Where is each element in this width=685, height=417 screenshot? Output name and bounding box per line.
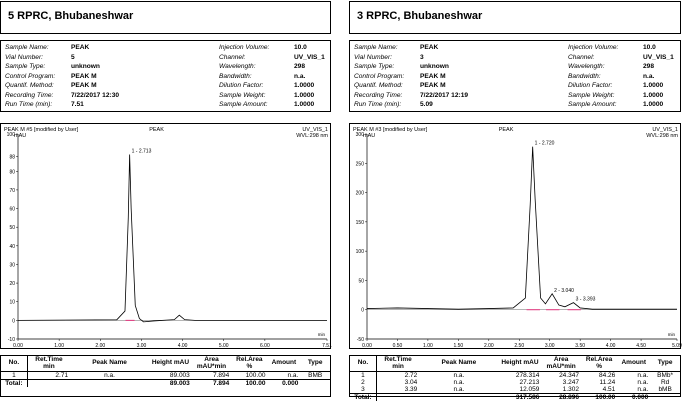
table-total-cell: 317.586: [498, 394, 541, 402]
table-total-cell: Total:: [350, 394, 376, 402]
table-total-cell: 0.000: [617, 394, 650, 402]
table-total-cell: [419, 394, 498, 402]
peak-label: 1 - 2.720: [534, 140, 555, 147]
table-total-cell: 28.896: [541, 394, 581, 402]
table-cell: 2.71: [55, 372, 69, 379]
info-label-right: Sample Amount:: [219, 101, 268, 108]
sample-info: [0, 40, 331, 112]
info-label-left: Recording Time:: [354, 91, 403, 99]
x-axis-label: min: [317, 332, 325, 337]
table-header: Peak Name: [92, 359, 127, 367]
y-tick-label: 300: [355, 132, 364, 138]
info-label-right: Injection Volume:: [568, 44, 619, 51]
x-tick-label: 4.00: [605, 343, 616, 349]
info-value-right: UV_VIS_1: [294, 53, 325, 61]
peak-table: [349, 355, 681, 401]
signal-line: [18, 154, 327, 321]
table-cell: 3.247: [562, 379, 579, 386]
table-cell: 278.314: [515, 372, 540, 379]
info-label-right: Wavelength:: [568, 63, 605, 70]
y-tick-label: 100: [6, 132, 15, 138]
table-cell: BMB: [308, 372, 323, 379]
x-tick-label: 0.50: [392, 343, 403, 349]
signal-line: [367, 147, 677, 309]
table-header: Height mAU: [151, 359, 190, 367]
info-label-right: Bandwidth:: [219, 72, 252, 80]
info-value-left: PEAK: [420, 44, 439, 51]
info-label-right: Sample Weight:: [219, 91, 266, 99]
table-cell: 3: [350, 386, 376, 394]
x-tick-label: 1.00: [423, 343, 433, 349]
table-total-cell: 7.894: [192, 380, 231, 388]
info-value-left: PEAK M: [420, 72, 446, 80]
table-cell: 1: [1, 372, 27, 380]
table-row: [350, 372, 680, 380]
x-tick-label: 2.50: [514, 343, 525, 349]
table-cell: 2: [350, 379, 376, 386]
info-value-right: n.a.: [643, 72, 655, 80]
table-total-row: [350, 394, 680, 402]
x-tick-label: 7.51: [322, 343, 332, 349]
table-cell: n.a.: [287, 372, 299, 379]
title-box: [349, 1, 681, 34]
info-label-left: Run Time (min):: [5, 101, 53, 108]
y-tick-label: 30: [9, 262, 15, 269]
info-value-left: unknown: [420, 63, 449, 70]
info-value-right: 10.0: [294, 44, 307, 51]
y-tick-label: -50: [356, 337, 364, 343]
chart-header-right: UV_VIS_1: [652, 127, 678, 133]
y-axis-label: mAU: [14, 133, 27, 139]
table-total-cell: Total:: [1, 380, 27, 388]
table-cell: 2.72: [404, 372, 418, 379]
info-label-right: Dilution Factor:: [568, 82, 613, 89]
table-cell: BMb*: [657, 372, 674, 379]
info-value-left: 7/22/2017 12:30: [71, 91, 120, 99]
table-cell: 1: [350, 372, 376, 380]
table-cell: 3.39: [404, 386, 418, 393]
y-tick-label: 250: [355, 161, 364, 168]
y-tick-label: 88: [9, 154, 15, 161]
table-total-cell: 100.00: [231, 380, 267, 388]
info-value-left: 7.51: [71, 101, 84, 108]
x-tick-label: 0.00: [13, 343, 23, 349]
y-tick-label: 50: [9, 225, 15, 232]
chart-header-right: UV_VIS_1: [302, 127, 328, 133]
table-header: Peak Name: [441, 359, 477, 367]
peak-label: 2 - 3.040: [554, 287, 574, 294]
table-total-cell: [27, 380, 70, 388]
info-label-left: Quantif. Method:: [5, 82, 54, 89]
table-header: Amount: [271, 359, 297, 367]
x-tick-label: 0.00: [362, 343, 372, 349]
table-cell: n.a.: [637, 372, 649, 379]
info-value-right: UV_VIS_1: [643, 53, 674, 61]
y-tick-label: 10: [9, 299, 15, 306]
x-tick-label: 4.00: [177, 343, 188, 349]
table-row: [1, 372, 330, 380]
table-header: Type: [307, 359, 323, 367]
table-total-cell: 0.000: [267, 380, 300, 388]
x-tick-label: 1.00: [54, 343, 65, 349]
info-label-right: Wavelength:: [219, 63, 256, 70]
table-cell: bMB: [658, 386, 672, 393]
y-tick-label: 50: [358, 278, 364, 285]
y-tick-label: 150: [355, 219, 364, 226]
info-value-right: 1.0000: [643, 101, 664, 108]
info-label-left: Vial Number:: [5, 53, 43, 61]
table-header: Area mAU*min: [196, 356, 227, 370]
y-tick-label: 60: [9, 206, 15, 213]
info-label-left: Control Program:: [5, 72, 56, 80]
table-cell: n.a.: [637, 386, 649, 393]
peak-table: [0, 355, 331, 397]
info-label-right: Bandwidth:: [568, 72, 601, 80]
info-value-right: 1.0000: [294, 82, 315, 89]
info-label-left: Quantif. Method:: [354, 82, 403, 89]
table-header: Ret.Time min: [35, 356, 63, 370]
x-tick-label: 3.00: [544, 343, 555, 349]
table-cell: 89.003: [169, 372, 190, 379]
table-header: No.: [1, 356, 27, 372]
x-tick-label: 3.50: [575, 343, 586, 349]
info-value-right: n.a.: [294, 72, 306, 80]
y-tick-label: 80: [9, 169, 15, 176]
chromatogram: [349, 123, 681, 349]
info-label-left: Run Time (min):: [354, 101, 402, 108]
info-value-left: 7/22/2017 12:19: [420, 91, 469, 99]
table-row: [350, 379, 680, 386]
table-cell: 1.302: [562, 386, 579, 393]
report-title: 3 RPRC, Bhubaneshwar: [357, 10, 483, 22]
table-cell: 4.51: [602, 386, 616, 393]
info-label-right: Sample Weight:: [568, 91, 615, 99]
y-tick-label: 20: [9, 281, 15, 288]
chromatogram: [0, 123, 331, 349]
x-tick-label: 3.00: [136, 343, 147, 349]
table-total-cell: [650, 394, 680, 402]
info-value-right: 1.0000: [643, 91, 664, 99]
table-header: Height mAU: [501, 359, 539, 367]
y-tick-label: 200: [355, 190, 364, 197]
info-value-left: PEAK M: [71, 72, 97, 80]
info-value-right: 10.0: [643, 44, 656, 51]
y-tick-label: 70: [9, 187, 15, 194]
table-header: No.: [350, 356, 376, 372]
table-cell: n.a.: [637, 379, 649, 386]
x-tick-label: 4.50: [636, 343, 646, 349]
chart-header-right2: WVL:298 nm: [296, 133, 328, 139]
info-value-left: 3: [420, 53, 424, 61]
info-label-left: Sample Name:: [5, 44, 49, 51]
info-value-right: 298: [294, 63, 306, 70]
chromatogram-svg: [1, 124, 332, 350]
info-value-left: PEAK: [71, 44, 90, 51]
y-tick-label: 0: [12, 318, 15, 325]
y-tick-label: 0: [361, 307, 364, 314]
info-label-right: Sample Amount:: [568, 101, 617, 108]
peak-label: 3 - 3.393: [575, 296, 596, 303]
x-tick-label: 5.09: [672, 343, 682, 349]
table-total-cell: [70, 380, 149, 388]
table-total-cell: 89.003: [149, 380, 192, 388]
chart-header-left: PEAK M #5 [modified by User]: [4, 127, 79, 133]
report-title: 5 RPRC, Bhubaneshwar: [8, 10, 134, 22]
info-value-left: PEAK M: [71, 82, 97, 89]
table-header: Rel.Area %: [585, 356, 613, 370]
table-cell: 7.894: [212, 372, 230, 379]
table-cell: n.a.: [104, 372, 115, 379]
chart-header-right2: WVL:298 nm: [646, 133, 678, 139]
table-cell: n.a.: [453, 372, 465, 379]
y-tick-label: -10: [7, 337, 15, 343]
table-cell: n.a.: [453, 379, 465, 386]
info-label-left: Vial Number:: [354, 53, 392, 61]
x-axis-label: min: [667, 332, 675, 337]
table-cell: 100.00: [245, 372, 266, 379]
info-value-right: 1.0000: [294, 91, 315, 99]
table-total-cell: [376, 394, 419, 402]
sample-info: [349, 40, 681, 112]
info-value-left: PEAK M: [420, 82, 446, 89]
info-label-left: Sample Type:: [354, 63, 395, 70]
table-total-cell: 100.00: [581, 394, 617, 402]
table-header: Ret.Time min: [384, 356, 412, 370]
info-label-left: Control Program:: [354, 72, 405, 80]
table-cell: n.a.: [453, 386, 465, 393]
table-cell: 3.04: [404, 379, 418, 386]
table-total-cell: [300, 380, 330, 388]
x-tick-label: 5.00: [218, 343, 229, 349]
info-label-right: Channel:: [219, 53, 246, 61]
title-box: [0, 1, 331, 34]
info-label-right: Channel:: [568, 53, 595, 61]
info-label-right: Dilution Factor:: [219, 82, 264, 89]
chart-header-mid: PEAK: [149, 127, 164, 133]
y-tick-label: 100: [355, 249, 364, 256]
info-label-left: Sample Type:: [5, 63, 46, 70]
chromatogram-svg: [350, 124, 682, 350]
table-cell: Rd: [660, 379, 670, 386]
y-axis-label: mAU: [363, 133, 376, 139]
peak-label: 1 - 2.713: [131, 148, 152, 155]
info-value-left: unknown: [71, 63, 100, 70]
info-label-left: Recording Time:: [5, 91, 54, 99]
table-total-row: [1, 380, 330, 388]
table-cell: 12.059: [519, 386, 540, 393]
table-cell: 24.347: [559, 372, 579, 379]
info-value-left: 5.09: [420, 101, 433, 108]
table-cell: 27.213: [519, 379, 540, 386]
table-header: Area mAU*min: [546, 356, 576, 370]
x-tick-label: 2.00: [95, 343, 106, 349]
table-header: Amount: [621, 359, 647, 367]
table-header: Rel.Area %: [236, 356, 263, 370]
info-label-right: Injection Volume:: [219, 44, 270, 51]
x-tick-label: 6.00: [260, 343, 270, 349]
x-tick-label: 2.00: [483, 343, 494, 349]
chart-header-mid: PEAK: [498, 127, 514, 133]
info-value-right: 298: [643, 63, 655, 70]
table-header: Type: [657, 359, 673, 367]
table-cell: 84.26: [598, 372, 616, 379]
table-row: [350, 386, 680, 394]
info-value-right: 1.0000: [294, 101, 315, 108]
info-label-left: Sample Name:: [354, 44, 398, 51]
x-tick-label: 1.50: [453, 343, 464, 349]
info-value-left: 5: [71, 53, 75, 61]
chart-header-left: PEAK M #3 [modified by User]: [353, 127, 428, 133]
info-value-right: 1.0000: [643, 82, 664, 89]
y-tick-label: 40: [9, 243, 15, 250]
table-cell: 11.24: [599, 379, 616, 386]
